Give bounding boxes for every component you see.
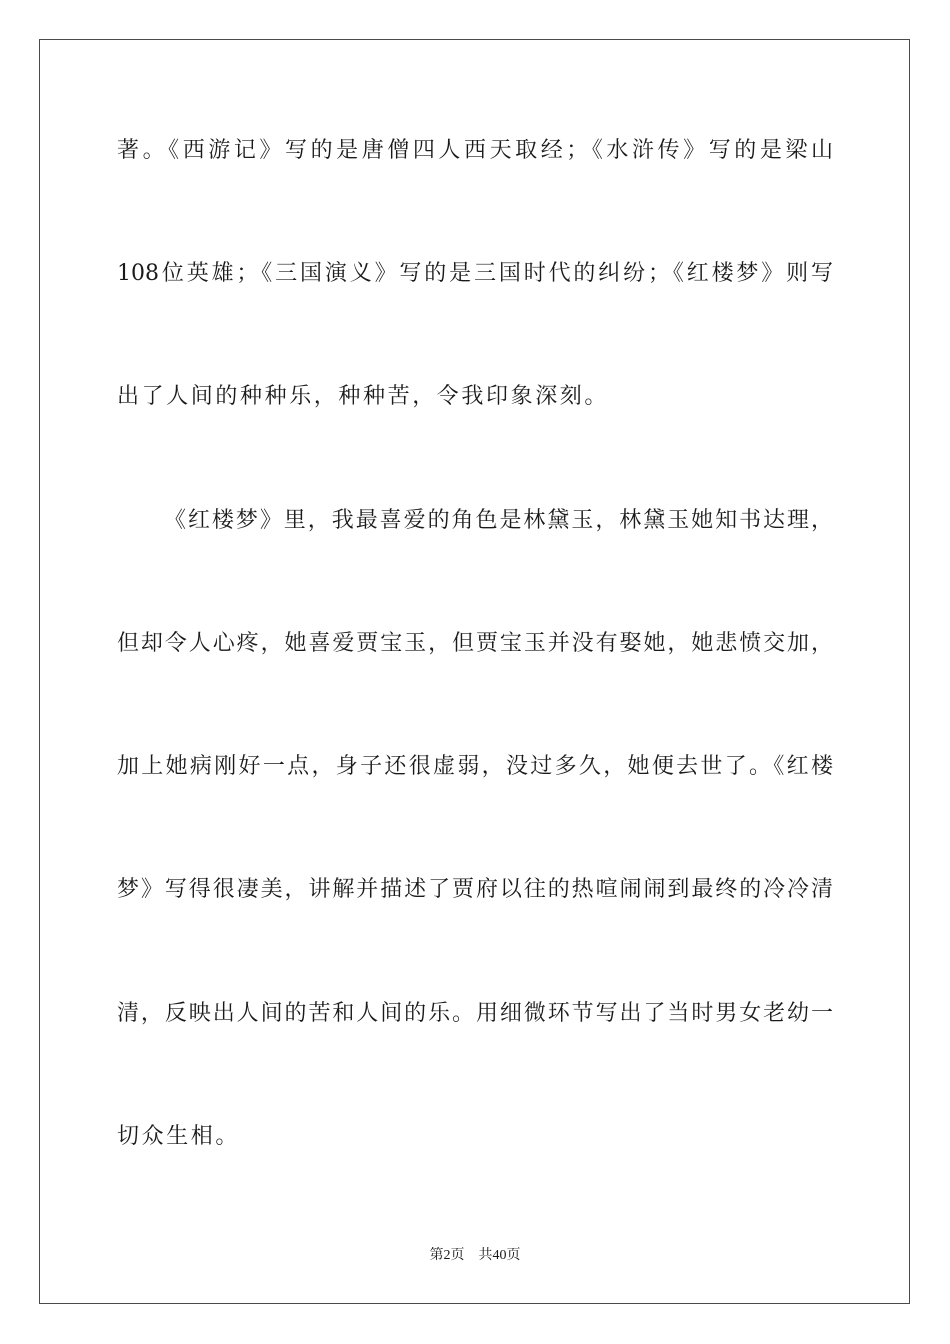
paragraph-line-8: 清，反映出人间的苦和人间的乐。用细微环节写出了当时男女老幼一 [117,1001,833,1026]
paragraph-line-2: 108位英雄；《三国演义》写的是三国时代的纠纷；《红楼梦》则写 [117,261,833,286]
paragraph-line-4: 《红楼梦》里，我最喜爱的角色是林黛玉，林黛玉她知书达理， [164,508,833,533]
paragraph-line-7: 梦》写得很凄美，讲解并描述了贾府以往的热喧闹闹到最终的冷冷清 [117,877,833,902]
page-total: 共40页 [478,1248,521,1263]
page-border [39,39,910,1304]
paragraph-line-6: 加上她病刚好一点，身子还很虚弱，没过多久，她便去世了。《红楼 [117,754,833,779]
page-number: 第2页 [429,1248,465,1263]
page-footer [0,1246,950,1266]
paragraph-line-9: 切众生相。 [117,1124,241,1149]
paragraph-line-5: 但却令人心疼，她喜爱贾宝玉，但贾宝玉并没有娶她，她悲愤交加， [117,631,833,656]
paragraph-line-1: 著。《西游记》写的是唐僧四人西天取经；《水浒传》写的是梁山 [117,138,833,163]
paragraph-line-3: 出了人间的种种乐，种种苦，令我印象深刻。 [117,384,610,409]
